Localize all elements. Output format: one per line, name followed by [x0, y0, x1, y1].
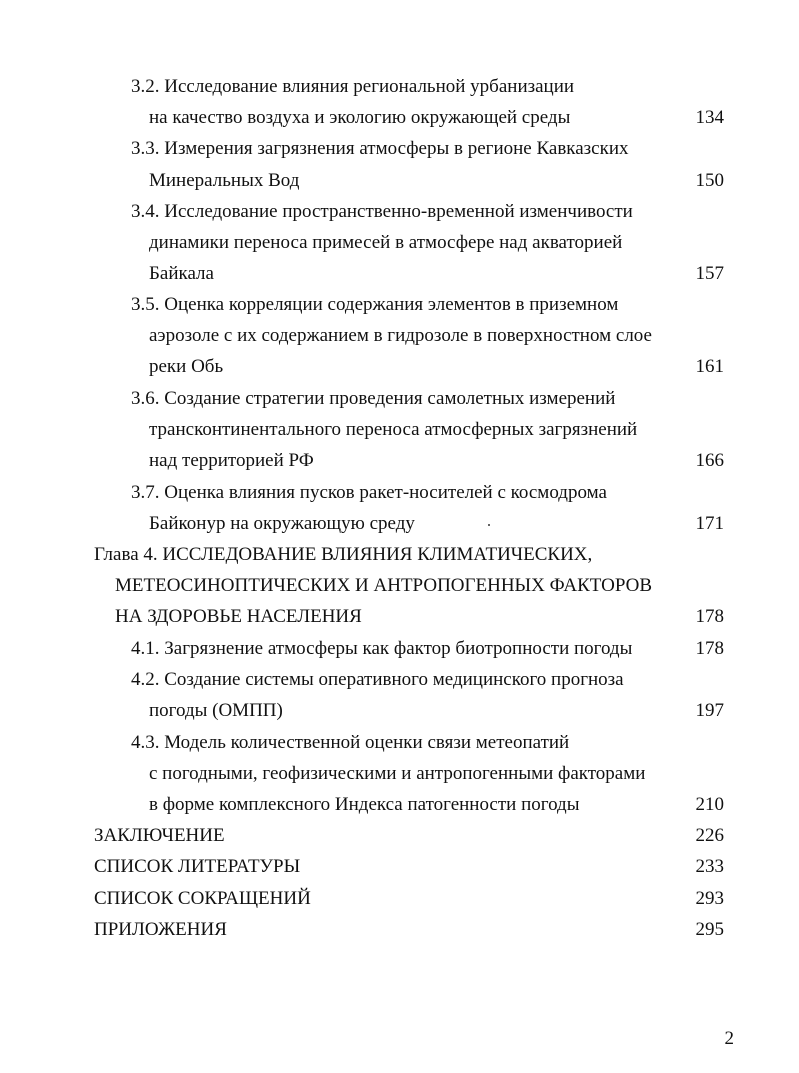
- toc-page-number: 226: [695, 825, 724, 846]
- toc-line: над территорией РФ: [149, 450, 314, 471]
- toc-section-line: ЗАКЛЮЧЕНИЕ: [94, 825, 225, 846]
- toc-page-number: 233: [695, 856, 724, 877]
- scan-speck: [488, 524, 490, 526]
- toc-section-line: СПИСОК ЛИТЕРАТУРЫ: [94, 856, 301, 877]
- toc-line: аэрозоле с их содержанием в гидрозоле в поверхностном слое: [149, 325, 652, 346]
- toc-line: реки Обь: [149, 356, 224, 377]
- toc-section-line: ПРИЛОЖЕНИЯ: [94, 919, 227, 940]
- toc-page-number: 197: [695, 700, 724, 721]
- toc-line: 3.3. Измерения загрязнения атмосферы в регионе Кавказских: [131, 138, 629, 159]
- toc-line: Минеральных Вод: [149, 170, 300, 191]
- toc-chapter-line: МЕТЕОСИНОПТИЧЕСКИХ И АНТРОПОГЕННЫХ ФАКТОРОВ: [115, 575, 653, 596]
- toc-page-number: 150: [695, 170, 724, 191]
- toc-line: динамики переноса примесей в атмосфере над акваторией: [149, 232, 623, 253]
- toc-line: с погодными, геофизическими и антропогенными факторами: [149, 763, 646, 784]
- toc-chapter-line: НА ЗДОРОВЬЕ НАСЕЛЕНИЯ: [115, 606, 362, 627]
- toc-page-number: 161: [695, 356, 724, 377]
- toc-line: 4.2. Создание системы оперативного медицинского прогноза: [131, 669, 624, 690]
- toc-page-number: 178: [695, 638, 724, 659]
- toc-page-number: 134: [695, 107, 724, 128]
- toc-page-number: 210: [695, 794, 724, 815]
- toc-line: 3.7. Оценка влияния пусков ракет-носителей с космодрома: [131, 482, 607, 503]
- toc-page-number: 157: [695, 263, 724, 284]
- toc-page-number: 295: [695, 919, 724, 940]
- toc-line: на качество воздуха и экологию окружающей среды: [149, 107, 571, 128]
- toc-page-number: 293: [695, 888, 724, 909]
- toc-page-number: 166: [695, 450, 724, 471]
- toc-line: Байконур на окружающую среду: [149, 513, 415, 534]
- toc-section-line: СПИСОК СОКРАЩЕНИЙ: [94, 888, 311, 909]
- toc-line: 3.4. Исследование пространственно-временной изменчивости: [131, 201, 633, 222]
- toc-line: 4.1. Загрязнение атмосферы как фактор биотропности погоды: [131, 638, 633, 659]
- toc-chapter-line: Глава 4. ИССЛЕДОВАНИЕ ВЛИЯНИЯ КЛИМАТИЧЕСКИХ,: [94, 544, 593, 565]
- toc-line: Байкала: [149, 263, 214, 284]
- toc-line: 3.2. Исследование влияния региональной урбанизации: [131, 76, 575, 97]
- toc-page-number: 178: [695, 606, 724, 627]
- toc-line: 4.3. Модель количественной оценки связи метеопатий: [131, 732, 570, 753]
- toc-line: 3.6. Создание стратегии проведения самолетных измерений: [131, 388, 616, 409]
- toc-line: погоды (ОМПП): [149, 700, 283, 721]
- toc-line: 3.5. Оценка корреляции содержания элементов в приземном: [131, 294, 619, 315]
- toc-line: трансконтинентального переноса атмосферных загрязнений: [149, 419, 638, 440]
- page-number: 2: [724, 1028, 734, 1049]
- toc-line: в форме комплексного Индекса патогенности погоды: [149, 794, 580, 815]
- toc-page-number: 171: [695, 513, 724, 534]
